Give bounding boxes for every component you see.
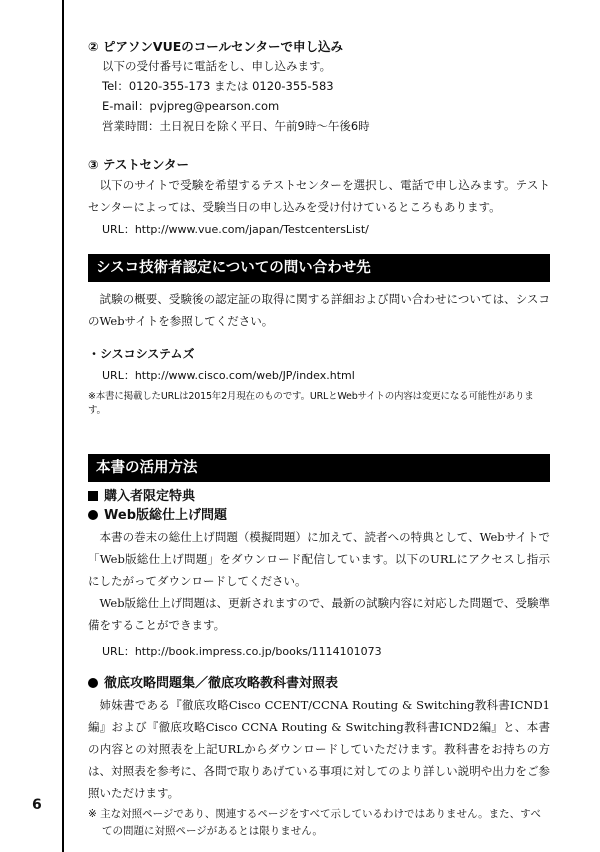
test-center-heading: ③ テストセンター bbox=[88, 157, 190, 172]
item2-heading bbox=[88, 674, 550, 694]
vue-line-1: 以下の受付番号に電話をし、申し込みます。 bbox=[102, 59, 332, 73]
cisco-org: ・シスコシステムズ bbox=[88, 347, 195, 361]
vue-heading: ② ピアソンVUEのコールセンターで申し込み bbox=[88, 39, 344, 54]
vue-block bbox=[88, 38, 550, 136]
cisco-url: URL：http://www.cisco.com/web/JP/index.html bbox=[102, 369, 355, 382]
square-bullet-icon bbox=[88, 491, 98, 501]
item2-paragraph: 姉妹書である『徹底攻略Cisco CCENT/CCNA Routing & Switching教科書ICND1編』および『徹底攻略Cisco CCNA Routing & Switching教科書ICND2編』と、本書の内容との対照表を上記URLからダウンロードしていただけます。教科書をお持ちの方は、対照表を参考に、各問で取りあげている事項に対してのより詳しい説明や出力をご参照いただけます。 bbox=[88, 698, 550, 800]
page-number: 6 bbox=[32, 797, 42, 813]
cisco-section-title: シスコ技術者認定についての問い合わせ先 bbox=[88, 254, 550, 282]
item2-note: ※ 主な対照ページであり、関連するページをすべて示しているわけではありません。また、すべての問題に対照ページがあるとは限りません。 bbox=[88, 808, 541, 837]
test-center-paragraph: 以下のサイトで受験を希望するテストセンターを選択し、電話で申し込みます。テストセンターによっては、受験当日の申し込みを受け付けているところもあります。 bbox=[88, 178, 550, 214]
vue-email: E-mail：pvjpreg@pearson.com bbox=[102, 99, 280, 113]
vue-hours: 営業時間：土日祝日を除く平日、午前9時〜午後6時 bbox=[102, 119, 370, 133]
circle-bullet-icon bbox=[88, 510, 98, 520]
url-note: ※本書に掲載したURLは2015年2月現在のものです。URLとWebサイトの内容は変更になる可能性があります。 bbox=[88, 391, 534, 416]
vue-phone: Tel：0120-355-173 または 0120-355-583 bbox=[102, 79, 334, 93]
margin-rule bbox=[62, 0, 64, 852]
item1-heading-label: Web版総仕上げ問題 bbox=[104, 508, 227, 523]
item1-paragraph-2: Web版総仕上げ問題は、更新されますので、最新の試験内容に対応した問題で、受験準備をすることができます。 bbox=[88, 596, 550, 632]
circle-bullet-icon bbox=[88, 678, 98, 688]
test-center-url: URL：http://www.vue.com/japan/TestcentersList/ bbox=[102, 223, 369, 236]
bonus-heading-label: 購入者限定特典 bbox=[104, 489, 196, 504]
item1-heading bbox=[88, 506, 550, 526]
test-center-block bbox=[88, 156, 550, 240]
item2-heading-label: 徹底攻略問題集／徹底攻略教科書対照表 bbox=[104, 676, 339, 691]
bonus-heading bbox=[88, 488, 550, 506]
usage-section-title: 本書の活用方法 bbox=[88, 454, 550, 482]
impress-url: URL：http://book.impress.co.jp/books/1114101073 bbox=[102, 645, 382, 658]
page-content bbox=[88, 38, 550, 840]
cisco-paragraph: 試験の概要、受験後の認定証の取得に関する詳細および問い合わせについては、シスコのWebサイトを参照してください。 bbox=[88, 292, 550, 328]
item1-paragraph-1: 本書の巻末の総仕上げ問題（模擬問題）に加えて、読者への特典として、Webサイトで「Web版総仕上げ問題」をダウンロード配信しています。以下のURLにアクセスし指示にしたがってダウンロードしてください。 bbox=[88, 530, 550, 588]
